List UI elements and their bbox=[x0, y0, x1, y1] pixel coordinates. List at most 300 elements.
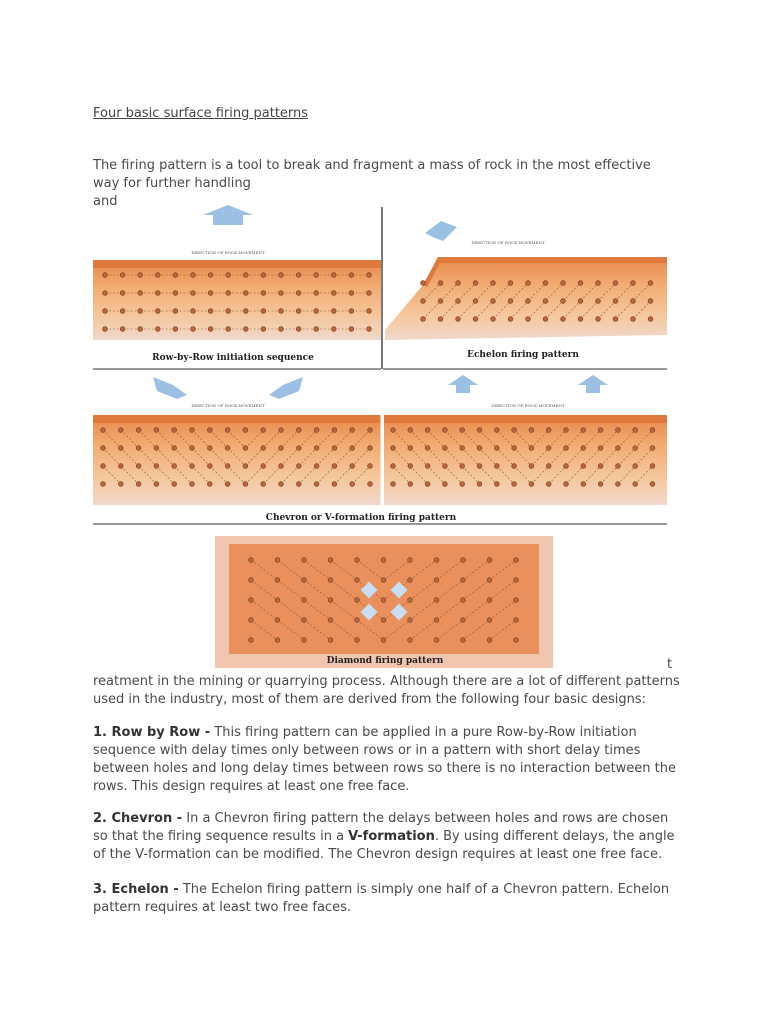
blast-hole bbox=[331, 291, 336, 296]
blast-hole bbox=[314, 291, 319, 296]
blast-hole bbox=[434, 558, 439, 563]
echelon-paragraph bbox=[93, 881, 669, 917]
blast-hole bbox=[491, 317, 496, 322]
blast-hole bbox=[314, 327, 319, 332]
blast-hole bbox=[118, 428, 123, 433]
row-text-2: sequence with delay times only between rows or in a pattern with short delay times bbox=[93, 743, 641, 758]
blast-hole bbox=[261, 482, 266, 487]
blast-hole bbox=[564, 428, 569, 433]
blast-hole bbox=[101, 446, 106, 451]
direction-label: DIRECTION OF ROCK MOVEMENT bbox=[491, 403, 565, 408]
blast-hole bbox=[633, 464, 638, 469]
blast-hole bbox=[138, 273, 143, 278]
blast-hole bbox=[120, 309, 125, 314]
blast-hole bbox=[314, 428, 319, 433]
blast-hole bbox=[613, 281, 618, 286]
blast-hole bbox=[355, 618, 360, 623]
blast-hole bbox=[328, 618, 333, 623]
blast-hole bbox=[261, 327, 266, 332]
blast-hole bbox=[438, 317, 443, 322]
blast-hole bbox=[208, 309, 213, 314]
blast-hole bbox=[546, 446, 551, 451]
direction-label: DIRECTION OF ROCK MOVEMENT bbox=[471, 240, 545, 245]
blast-hole bbox=[650, 446, 655, 451]
blast-hole bbox=[508, 299, 513, 304]
blast-hole bbox=[512, 446, 517, 451]
blast-hole bbox=[136, 428, 141, 433]
echelon-heading: 3. Echelon - bbox=[93, 882, 179, 897]
blast-hole bbox=[350, 428, 355, 433]
intro-line-3: and bbox=[93, 194, 118, 209]
chevron-text-1: In a Chevron firing pattern the delays between holes and rows are chosen bbox=[182, 811, 669, 826]
blast-hole bbox=[381, 578, 386, 583]
blast-hole bbox=[543, 299, 548, 304]
blast-hole bbox=[190, 464, 195, 469]
blast-hole bbox=[487, 558, 492, 563]
chevron-paragraph bbox=[93, 810, 675, 864]
blast-hole bbox=[207, 464, 212, 469]
blast-hole bbox=[314, 309, 319, 314]
blast-hole bbox=[648, 281, 653, 286]
chevron-panel bbox=[93, 377, 381, 505]
blast-hole bbox=[296, 446, 301, 451]
arrow-icon bbox=[578, 375, 608, 393]
blast-hole bbox=[491, 299, 496, 304]
blast-hole bbox=[296, 327, 301, 332]
blast-hole bbox=[243, 291, 248, 296]
blast-hole bbox=[275, 578, 280, 583]
intro-paragraph bbox=[93, 157, 651, 211]
blast-hole bbox=[598, 482, 603, 487]
blast-hole bbox=[118, 464, 123, 469]
blast-hole bbox=[526, 281, 531, 286]
blast-hole bbox=[275, 638, 280, 643]
blast-hole bbox=[494, 464, 499, 469]
blast-hole bbox=[487, 578, 492, 583]
blast-hole bbox=[543, 281, 548, 286]
blast-hole bbox=[487, 638, 492, 643]
blast-hole bbox=[477, 446, 482, 451]
blast-hole bbox=[226, 309, 231, 314]
blast-hole bbox=[381, 598, 386, 603]
blast-hole bbox=[581, 428, 586, 433]
blast-hole bbox=[514, 618, 519, 623]
blast-hole bbox=[526, 317, 531, 322]
row-text-4: rows. This design requires at least one free face. bbox=[93, 779, 410, 794]
blast-hole bbox=[381, 558, 386, 563]
blast-hole bbox=[473, 317, 478, 322]
blast-hole bbox=[138, 291, 143, 296]
blast-hole bbox=[391, 464, 396, 469]
blast-hole bbox=[546, 464, 551, 469]
blast-hole bbox=[512, 482, 517, 487]
blast-hole bbox=[138, 327, 143, 332]
blast-hole bbox=[613, 317, 618, 322]
blast-hole bbox=[421, 281, 426, 286]
blast-hole bbox=[243, 327, 248, 332]
blast-hole bbox=[332, 446, 337, 451]
blast-hole bbox=[461, 598, 466, 603]
row-by-row-paragraph bbox=[93, 724, 676, 796]
blast-hole bbox=[350, 482, 355, 487]
v-formation-term: V-formation bbox=[348, 829, 435, 844]
patterns-paragraph bbox=[93, 673, 680, 709]
blast-hole bbox=[633, 428, 638, 433]
blast-hole bbox=[391, 446, 396, 451]
blast-hole bbox=[368, 464, 373, 469]
blast-hole bbox=[443, 428, 448, 433]
blast-hole bbox=[631, 299, 636, 304]
blast-hole bbox=[279, 273, 284, 278]
blast-hole bbox=[425, 464, 430, 469]
blast-hole bbox=[279, 446, 284, 451]
blast-hole bbox=[408, 638, 413, 643]
blast-hole bbox=[328, 598, 333, 603]
blast-hole bbox=[514, 638, 519, 643]
blast-hole bbox=[494, 428, 499, 433]
blast-hole bbox=[226, 291, 231, 296]
blast-hole bbox=[650, 464, 655, 469]
blast-hole bbox=[578, 299, 583, 304]
blast-hole bbox=[243, 464, 248, 469]
blast-hole bbox=[514, 578, 519, 583]
blast-hole bbox=[101, 482, 106, 487]
blast-hole bbox=[425, 446, 430, 451]
blast-hole bbox=[136, 482, 141, 487]
blast-hole bbox=[154, 428, 159, 433]
blast-hole bbox=[172, 482, 177, 487]
blast-hole bbox=[350, 446, 355, 451]
blast-hole bbox=[425, 482, 430, 487]
blast-hole bbox=[633, 482, 638, 487]
blast-hole bbox=[456, 281, 461, 286]
blast-hole bbox=[564, 446, 569, 451]
blast-hole bbox=[596, 317, 601, 322]
blast-hole bbox=[477, 464, 482, 469]
blast-hole bbox=[275, 558, 280, 563]
blast-hole bbox=[355, 558, 360, 563]
blast-hole bbox=[443, 482, 448, 487]
blast-hole bbox=[332, 428, 337, 433]
blast-hole bbox=[207, 428, 212, 433]
row-text-1: This firing pattern can be applied in a pure Row-by-Row initiation bbox=[210, 725, 637, 740]
blast-hole bbox=[173, 273, 178, 278]
blast-hole bbox=[367, 273, 372, 278]
blast-hole bbox=[279, 291, 284, 296]
blast-hole bbox=[296, 464, 301, 469]
blast-hole bbox=[460, 482, 465, 487]
blast-hole bbox=[302, 638, 307, 643]
blast-hole bbox=[261, 309, 266, 314]
blast-hole bbox=[425, 428, 430, 433]
blast-hole bbox=[633, 446, 638, 451]
blast-hole bbox=[138, 309, 143, 314]
blast-hole bbox=[249, 558, 254, 563]
blast-hole bbox=[296, 273, 301, 278]
arrow-icon bbox=[153, 377, 187, 399]
blast-hole bbox=[477, 482, 482, 487]
blast-hole bbox=[650, 482, 655, 487]
intro-line-2: way for further handling bbox=[93, 176, 251, 191]
blast-hole bbox=[598, 446, 603, 451]
blast-hole bbox=[226, 327, 231, 332]
blast-hole bbox=[103, 273, 108, 278]
blast-hole bbox=[155, 309, 160, 314]
blast-hole bbox=[564, 482, 569, 487]
echelon-panel bbox=[383, 221, 667, 369]
blast-hole bbox=[650, 428, 655, 433]
blast-hole bbox=[421, 299, 426, 304]
blast-hole bbox=[508, 281, 513, 286]
para2-line-2: used in the industry, most of them are derived from the following four basic designs: bbox=[93, 692, 647, 707]
diamond-caption: Diamond firing pattern bbox=[326, 656, 444, 666]
blast-hole bbox=[561, 281, 566, 286]
blast-hole bbox=[349, 309, 354, 314]
blast-hole bbox=[243, 446, 248, 451]
blast-hole bbox=[434, 638, 439, 643]
blast-hole bbox=[279, 464, 284, 469]
blast-hole bbox=[421, 317, 426, 322]
blast-hole bbox=[243, 428, 248, 433]
blast-hole bbox=[512, 464, 517, 469]
blast-hole bbox=[408, 428, 413, 433]
row-by-row-caption: Row-by-Row initiation sequence bbox=[152, 353, 314, 363]
blast-hole bbox=[103, 309, 108, 314]
blast-hole bbox=[529, 428, 534, 433]
blast-hole bbox=[529, 446, 534, 451]
blast-hole bbox=[473, 281, 478, 286]
blast-hole bbox=[314, 464, 319, 469]
blast-hole bbox=[243, 482, 248, 487]
blast-hole bbox=[349, 327, 354, 332]
blast-hole bbox=[101, 428, 106, 433]
blast-hole bbox=[381, 638, 386, 643]
blast-hole bbox=[648, 299, 653, 304]
blast-hole bbox=[546, 482, 551, 487]
blast-hole bbox=[514, 558, 519, 563]
blast-hole bbox=[331, 327, 336, 332]
blast-hole bbox=[616, 464, 621, 469]
blast-hole bbox=[190, 446, 195, 451]
blast-hole bbox=[332, 464, 337, 469]
arrow-icon bbox=[203, 205, 253, 225]
blast-hole bbox=[561, 317, 566, 322]
blast-hole bbox=[296, 482, 301, 487]
blast-hole bbox=[275, 618, 280, 623]
blast-hole bbox=[328, 578, 333, 583]
blast-hole bbox=[487, 598, 492, 603]
blast-hole bbox=[408, 482, 413, 487]
blast-hole bbox=[512, 428, 517, 433]
blast-hole bbox=[296, 428, 301, 433]
blast-hole bbox=[408, 446, 413, 451]
blast-hole bbox=[103, 291, 108, 296]
blast-hole bbox=[279, 309, 284, 314]
echelon-text-2: pattern requires at least two free faces. bbox=[93, 900, 351, 915]
blast-hole bbox=[279, 327, 284, 332]
blast-hole bbox=[207, 482, 212, 487]
blast-hole bbox=[581, 446, 586, 451]
blast-hole bbox=[391, 428, 396, 433]
blast-hole bbox=[331, 309, 336, 314]
blast-hole bbox=[391, 482, 396, 487]
blast-hole bbox=[494, 446, 499, 451]
echelon-text-1: The Echelon firing pattern is simply one half of a Chevron pattern. Echelon bbox=[178, 882, 670, 897]
blast-hole bbox=[355, 598, 360, 603]
blast-hole bbox=[243, 273, 248, 278]
blast-hole bbox=[443, 464, 448, 469]
blast-hole bbox=[598, 464, 603, 469]
chevron-heading: 2. Chevron - bbox=[93, 811, 183, 826]
blast-hole bbox=[296, 309, 301, 314]
direction-label: DIRECTION OF ROCK MOVEMENT bbox=[191, 250, 265, 255]
blast-hole bbox=[349, 273, 354, 278]
blast-hole bbox=[328, 638, 333, 643]
blast-hole bbox=[578, 317, 583, 322]
blast-hole bbox=[616, 446, 621, 451]
blast-hole bbox=[368, 446, 373, 451]
blast-hole bbox=[367, 309, 372, 314]
blast-hole bbox=[631, 281, 636, 286]
chevron-text-2b: . By using different delays, the angle bbox=[434, 829, 675, 844]
blast-hole bbox=[173, 309, 178, 314]
blast-hole bbox=[596, 281, 601, 286]
blast-hole bbox=[613, 299, 618, 304]
blast-hole bbox=[314, 446, 319, 451]
para2-line-1: reatment in the mining or quarrying process. Although there are a lot of different patterns bbox=[93, 674, 680, 689]
blast-hole bbox=[581, 464, 586, 469]
blast-hole bbox=[529, 464, 534, 469]
blast-hole bbox=[302, 598, 307, 603]
blast-hole bbox=[408, 618, 413, 623]
blast-hole bbox=[155, 327, 160, 332]
chevron-text-3: of the V-formation can be modified. The Chevron design requires at least one free face. bbox=[93, 847, 663, 862]
row-text-3: between holes and long delay times between rows so there is no interaction between the bbox=[93, 761, 677, 776]
blast-hole bbox=[249, 578, 254, 583]
blast-hole bbox=[154, 446, 159, 451]
blast-hole bbox=[120, 291, 125, 296]
blast-hole bbox=[443, 446, 448, 451]
blast-hole bbox=[514, 598, 519, 603]
blast-hole bbox=[261, 291, 266, 296]
blast-hole bbox=[381, 618, 386, 623]
row-by-row-heading: 1. Row by Row - bbox=[93, 725, 211, 740]
blast-hole bbox=[191, 309, 196, 314]
blast-hole bbox=[491, 281, 496, 286]
arrow-icon bbox=[448, 375, 478, 393]
blast-hole bbox=[155, 273, 160, 278]
blast-hole bbox=[279, 482, 284, 487]
blast-hole bbox=[191, 327, 196, 332]
blast-hole bbox=[208, 327, 213, 332]
blast-hole bbox=[120, 327, 125, 332]
blast-hole bbox=[561, 299, 566, 304]
intro-line-1: The firing pattern is a tool to break and fragment a mass of rock in the most effective bbox=[93, 158, 651, 173]
blast-hole bbox=[225, 446, 230, 451]
blast-hole bbox=[275, 598, 280, 603]
blast-hole bbox=[136, 464, 141, 469]
blast-hole bbox=[191, 291, 196, 296]
blast-hole bbox=[434, 598, 439, 603]
blast-hole bbox=[331, 273, 336, 278]
blast-hole bbox=[172, 428, 177, 433]
blast-hole bbox=[460, 446, 465, 451]
blast-hole bbox=[172, 446, 177, 451]
blast-hole bbox=[543, 317, 548, 322]
blast-hole bbox=[101, 464, 106, 469]
blast-hole bbox=[368, 482, 373, 487]
firing-patterns-figure bbox=[93, 205, 667, 525]
blast-hole bbox=[302, 558, 307, 563]
row-by-row-panel bbox=[93, 205, 381, 371]
blast-hole bbox=[249, 638, 254, 643]
blast-hole bbox=[154, 482, 159, 487]
blast-hole bbox=[302, 578, 307, 583]
blast-hole bbox=[648, 317, 653, 322]
blast-hole bbox=[596, 299, 601, 304]
blast-hole bbox=[434, 578, 439, 583]
direction-label: DIRECTION OF ROCK MOVEMENT bbox=[191, 403, 265, 408]
blast-hole bbox=[408, 598, 413, 603]
blast-hole bbox=[460, 428, 465, 433]
blast-hole bbox=[438, 281, 443, 286]
blast-hole bbox=[208, 291, 213, 296]
blast-hole bbox=[460, 464, 465, 469]
blast-hole bbox=[526, 299, 531, 304]
blast-hole bbox=[473, 299, 478, 304]
blast-hole bbox=[616, 482, 621, 487]
echelon-caption: Echelon firing pattern bbox=[467, 350, 579, 360]
blast-hole bbox=[355, 578, 360, 583]
blast-hole bbox=[190, 482, 195, 487]
blast-hole bbox=[456, 299, 461, 304]
blast-hole bbox=[173, 327, 178, 332]
blast-hole bbox=[368, 428, 373, 433]
blast-hole bbox=[154, 464, 159, 469]
blast-hole bbox=[118, 446, 123, 451]
blast-hole bbox=[120, 273, 125, 278]
blast-hole bbox=[438, 299, 443, 304]
chevron-text-2a: so that the firing sequence results in a bbox=[93, 829, 349, 844]
blast-hole bbox=[261, 273, 266, 278]
blast-hole bbox=[191, 273, 196, 278]
blast-hole bbox=[208, 273, 213, 278]
blast-hole bbox=[350, 464, 355, 469]
blast-hole bbox=[616, 428, 621, 433]
blast-hole bbox=[477, 428, 482, 433]
blast-hole bbox=[118, 482, 123, 487]
blast-hole bbox=[226, 273, 231, 278]
blast-hole bbox=[578, 281, 583, 286]
blast-hole bbox=[249, 618, 254, 623]
blast-hole bbox=[249, 598, 254, 603]
blast-hole bbox=[456, 317, 461, 322]
blast-hole bbox=[328, 558, 333, 563]
blast-hole bbox=[190, 428, 195, 433]
blast-hole bbox=[546, 428, 551, 433]
blast-hole bbox=[155, 291, 160, 296]
blast-hole bbox=[225, 482, 230, 487]
blast-hole bbox=[296, 291, 301, 296]
blast-hole bbox=[487, 618, 492, 623]
blast-hole bbox=[355, 638, 360, 643]
blast-hole bbox=[581, 482, 586, 487]
blast-hole bbox=[261, 428, 266, 433]
blast-hole bbox=[103, 327, 108, 332]
blast-hole bbox=[225, 464, 230, 469]
page-title: Four basic surface firing patterns bbox=[93, 106, 309, 121]
blast-hole bbox=[349, 291, 354, 296]
